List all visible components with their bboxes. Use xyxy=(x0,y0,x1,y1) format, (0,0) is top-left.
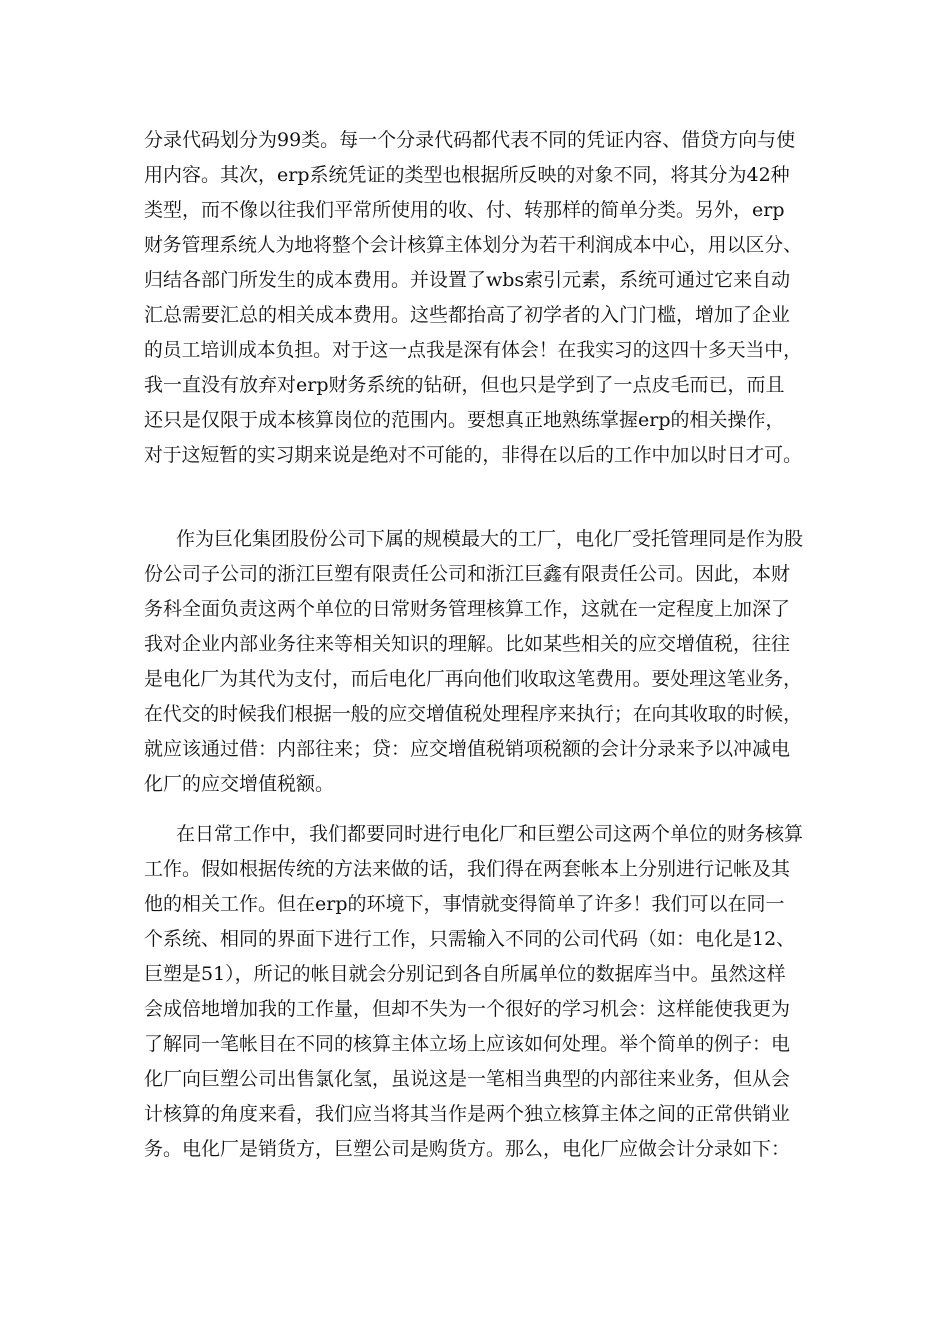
line-text: 分录代码划分为99类。每一个分录代码都代表不同的凭证内容、借贷方向与使 xyxy=(144,129,796,151)
text-line xyxy=(144,123,806,158)
line-text: 对于这短暂的实习期来说是绝对不可能的，非得在以后的工作中加以时日才可。 xyxy=(144,445,802,466)
line-text: 计核算的角度来看，我们应当将其当作是两个独立核算主体之间的正常供销业 xyxy=(144,1103,791,1125)
text-line xyxy=(144,557,806,592)
line-text: 的员工培训成本负担。对于这一点我是深有体会！在我实习的这四十多天当中， xyxy=(144,340,802,361)
line-text: 用内容。其次，erp系统凭证的类型也根据所反映的对象不同，将其分为42种 xyxy=(144,164,790,186)
text-line xyxy=(144,193,806,228)
text-line xyxy=(144,522,806,557)
line-text: 化厂的应交增值税额。 xyxy=(144,773,335,795)
text-line xyxy=(144,1097,806,1132)
text-line xyxy=(144,992,806,1027)
text-line xyxy=(144,817,806,852)
text-line xyxy=(144,298,806,333)
line-text: 会成倍地增加我的工作量，但却不失为一个很好的学习机会：这样能使我更为 xyxy=(144,998,791,1020)
line-text: 他的相关工作。但在erp的环境下，事情就变得简单了许多！我们可以在同一 xyxy=(144,893,785,915)
paragraph-3 xyxy=(144,817,806,1167)
line-text: 了解同一笔帐目在不同的核算主体立场上应该如何处理。举个简单的例子：电 xyxy=(144,1033,791,1055)
text-line xyxy=(144,333,806,368)
text-line xyxy=(144,263,806,298)
line-text: 还只是仅限于成本核算岗位的范围内。要想真正地熟练掌握erp的相关操作， xyxy=(144,409,785,431)
line-text: 在代交的时候我们根据一般的应交增值税处理程序来执行；在向其收取的时候， xyxy=(144,704,802,725)
line-text: 类型，而不像以往我们平常所使用的收、付、转那样的简单分类。另外，erp xyxy=(144,199,785,221)
line-text: 巨塑是51），所记的帐目就会分别记到各自所属单位的数据库当中。虽然这样 xyxy=(144,963,786,985)
text-line xyxy=(144,228,806,263)
line-text: 化厂向巨塑公司出售氯化氢，虽说这是一笔相当典型的内部往来业务，但从会 xyxy=(144,1068,791,1090)
paragraph-2 xyxy=(144,522,806,802)
line-text: 我一直没有放弃对erp财务系统的钻研，但也只是学到了一点皮毛而已，而且 xyxy=(144,374,785,396)
paragraph-1 xyxy=(144,123,806,473)
text-line xyxy=(144,1027,806,1062)
text-line xyxy=(144,438,806,473)
text-line xyxy=(144,592,806,627)
text-line xyxy=(144,662,806,697)
text-line xyxy=(144,158,806,193)
line-text: 作为巨化集团股份公司下属的规模最大的工厂，电化厂受托管理同是作为股 xyxy=(176,528,804,550)
line-text: 财务管理系统人为地将整个会计核算主体划分为若干利润成本中心，用以区分、 xyxy=(144,235,802,256)
text-line xyxy=(144,957,806,992)
line-text: 份公司子公司的浙江巨塑有限责任公司和浙江巨鑫有限责任公司。因此，本财 xyxy=(144,563,791,585)
text-line xyxy=(144,767,806,802)
text-line xyxy=(144,852,806,887)
line-text: 归结各部门所发生的成本费用。并设置了wbs索引元素，系统可通过它来自动 xyxy=(144,269,791,291)
text-line xyxy=(144,368,806,403)
text-line xyxy=(144,887,806,922)
line-text: 务。电化厂是销货方，巨塑公司是购货方。那么，电化厂应做会计分录如下： xyxy=(144,1138,791,1160)
line-text: 个系统、相同的界面下进行工作，只需输入不同的公司代码（如：电化是12、 xyxy=(144,928,796,950)
text-line xyxy=(144,403,806,438)
line-text: 我对企业内部业务往来等相关知识的理解。比如某些相关的应交增值税，往往 xyxy=(144,633,791,655)
line-text: 工作。假如根据传统的方法来做的话，我们得在两套帐本上分别进行记帐及其 xyxy=(144,858,791,880)
line-text: 在日常工作中，我们都要同时进行电化厂和巨塑公司这两个单位的财务核算 xyxy=(176,823,804,845)
line-text: 就应该通过借：内部往来；贷：应交增值税销项税额的会计分录来予以冲减电 xyxy=(144,738,791,760)
text-line xyxy=(144,1062,806,1097)
text-line xyxy=(144,627,806,662)
line-text: 汇总需要汇总的相关成本费用。这些都抬高了初学者的入门门槛，增加了企业 xyxy=(144,304,791,326)
text-line xyxy=(144,922,806,957)
text-line xyxy=(144,732,806,767)
line-text: 务科全面负责这两个单位的日常财务管理核算工作，这就在一定程度上加深了 xyxy=(144,598,791,620)
text-line xyxy=(144,697,806,732)
line-text: 是电化厂为其代为支付，而后电化厂再向他们收取这笔费用。要处理这笔业务， xyxy=(144,669,802,690)
text-line xyxy=(144,1132,806,1167)
